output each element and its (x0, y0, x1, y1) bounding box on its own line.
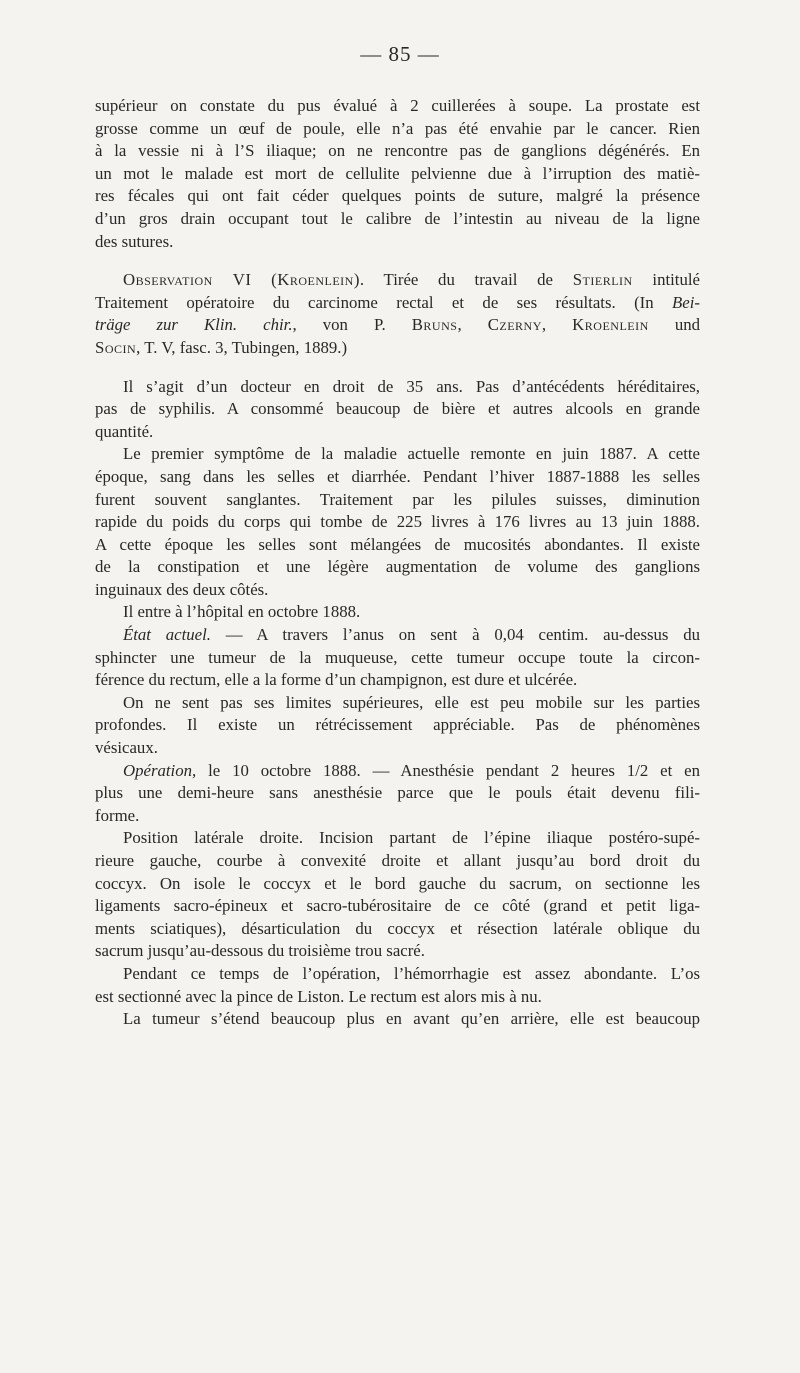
text-line: sacrum jusqu’au-dessous du troisième trou sacré. (95, 941, 425, 961)
section-label: Opération, (123, 760, 197, 780)
text-line: rapide du poids du corps qui tombe de 225 livres à 176 livres au 13 juin 1888. (95, 512, 700, 532)
text-line: époque, sang dans les selles et diarrhée. Pendant l’hiver 1887-1888 les selles (95, 466, 700, 486)
author-name: Bruns (411, 315, 458, 335)
text-line: On ne sent pas ses limites supérieures, elle est peu mobile sur les parties (123, 692, 700, 712)
text-line: rieure gauche, courbe à convexité droite et allant jusqu’au bord droit du (95, 851, 700, 870)
paragraph-operation (95, 760, 700, 828)
author-name: Socin (95, 337, 137, 357)
text-line: plus une demi-heure sans anesthésie parce que le pouls était devenu fili- (95, 783, 700, 803)
paragraph-position (95, 827, 700, 963)
text-line: res fécales qui ont fait céder quelques points de suture, malgré la présence (95, 186, 700, 206)
text-line: sphincter une tumeur de la muqueuse, cette tumeur occupe toute la circon- (95, 647, 700, 667)
text-line: à la vessie ni à l’S iliaque; on ne rencontre pas de ganglions dégénérés. En (95, 141, 700, 161)
text-line: Position latérale droite. Incision partant de l’épine iliaque postéro-supé- (123, 828, 700, 848)
text-line: des sutures. (95, 231, 174, 251)
author-name: Stierlin (572, 270, 633, 290)
paragraph-symptoms (95, 443, 700, 601)
text-line: quantité. (95, 421, 154, 441)
text-line: A cette époque les selles sont mélangées de mucosités abondantes. Il existe (95, 534, 700, 554)
observation-heading (95, 269, 700, 359)
text-line: ments sciatiques), désarticulation du coccyx et résection latérale oblique du (95, 918, 700, 938)
text-line: coccyx. On isole le coccyx et le bord gauche du sacrum, on sectionne les (95, 873, 700, 893)
text-line: un mot le malade est mort de cellulite pelvienne due à l’irruption des matiè- (95, 163, 700, 183)
text-line: Traitement opératoire du carcinome rectal et de ses résultats. (In Bei- (95, 292, 700, 312)
text-line: supérieur on constate du pus évalué à 2 cuillerées à soupe. La prostate est (95, 96, 700, 115)
text-line: État actuel. — A travers l’anus on sent à 0,04 centim. au-dessus du (123, 625, 701, 645)
text-line: La tumeur s’étend beaucoup plus en avant qu’en arrière, elle est beaucoup (123, 1009, 700, 1029)
paragraph-history (95, 376, 700, 444)
observation-title: Observation VI (123, 270, 252, 290)
text-line: d’un gros drain occupant tout le calibre de l’intestin au niveau de la ligne (95, 208, 700, 228)
paragraph-hemorrhage (95, 963, 700, 1031)
body-text (95, 95, 700, 1031)
author-name: (Kroenlein) (271, 270, 360, 290)
paragraph-admission (95, 601, 700, 624)
text-line: furent souvent sanglantes. Traitement par les pilules suisses, diminution (95, 489, 700, 509)
text-line: vésicaux. (95, 738, 158, 758)
journal-title: träge zur Klin. chir. (95, 315, 293, 335)
text-line: de la constipation et une légère augmentation de volume des ganglions (95, 557, 700, 577)
text-line: Observation VI (Kroenlein). Tirée du travail de Stierlin intitulé (123, 270, 700, 290)
text-line: pas de syphilis. A consommé beaucoup de bière et autres alcools en grande (95, 399, 700, 419)
text-line: inguinaux des deux côtés. (95, 579, 269, 599)
paragraph-current-state (95, 624, 700, 692)
text-line: Il entre à l’hôpital en octobre 1888. (123, 602, 361, 622)
text-line: Socin, T. V, fasc. 3, Tubingen, 1889.) (95, 337, 348, 357)
section-label: État actuel. (123, 625, 211, 645)
paragraph-autopsy (95, 95, 700, 253)
text-line: Pendant ce temps de l’opération, l’hémorrhagie est assez abondante. L’os (123, 963, 700, 983)
text-line: Il s’agit d’un docteur en droit de 35 ans. Pas d’antécédents héréditaires, (123, 376, 700, 396)
text-line: grosse comme un œuf de poule, elle n’a pas été envahie par le cancer. Rien (95, 118, 700, 138)
author-name: Czerny (487, 315, 542, 335)
paragraph-limits (95, 692, 700, 760)
text-line: ligaments sacro-épineux et sacro-tubérositaire de ce côté (grand et petit liga- (95, 896, 700, 916)
text-line: est sectionné avec la pince de Liston. Le rectum est alors mis à nu. (95, 986, 542, 1006)
page-number: — 85 — (360, 42, 440, 66)
author-name: Kroenlein (572, 315, 649, 335)
journal-title: Bei- (672, 292, 700, 312)
text-line: Opération, le 10 octobre 1888. — Anesthésie pendant 2 heures 1/2 et en (123, 760, 700, 780)
text-line: forme. (95, 805, 140, 825)
text-line: träge zur Klin. chir., von P. Bruns, Czerny, Kroenlein und (95, 315, 701, 335)
text-line: profondes. Il existe un rétrécissement appréciable. Pas de phénomènes (95, 715, 700, 735)
text-line: férence du rectum, elle a la forme d’un champignon, est dure et ulcérée. (95, 670, 578, 690)
text-line: Le premier symptôme de la maladie actuelle remonte en juin 1887. A cette (123, 444, 700, 464)
